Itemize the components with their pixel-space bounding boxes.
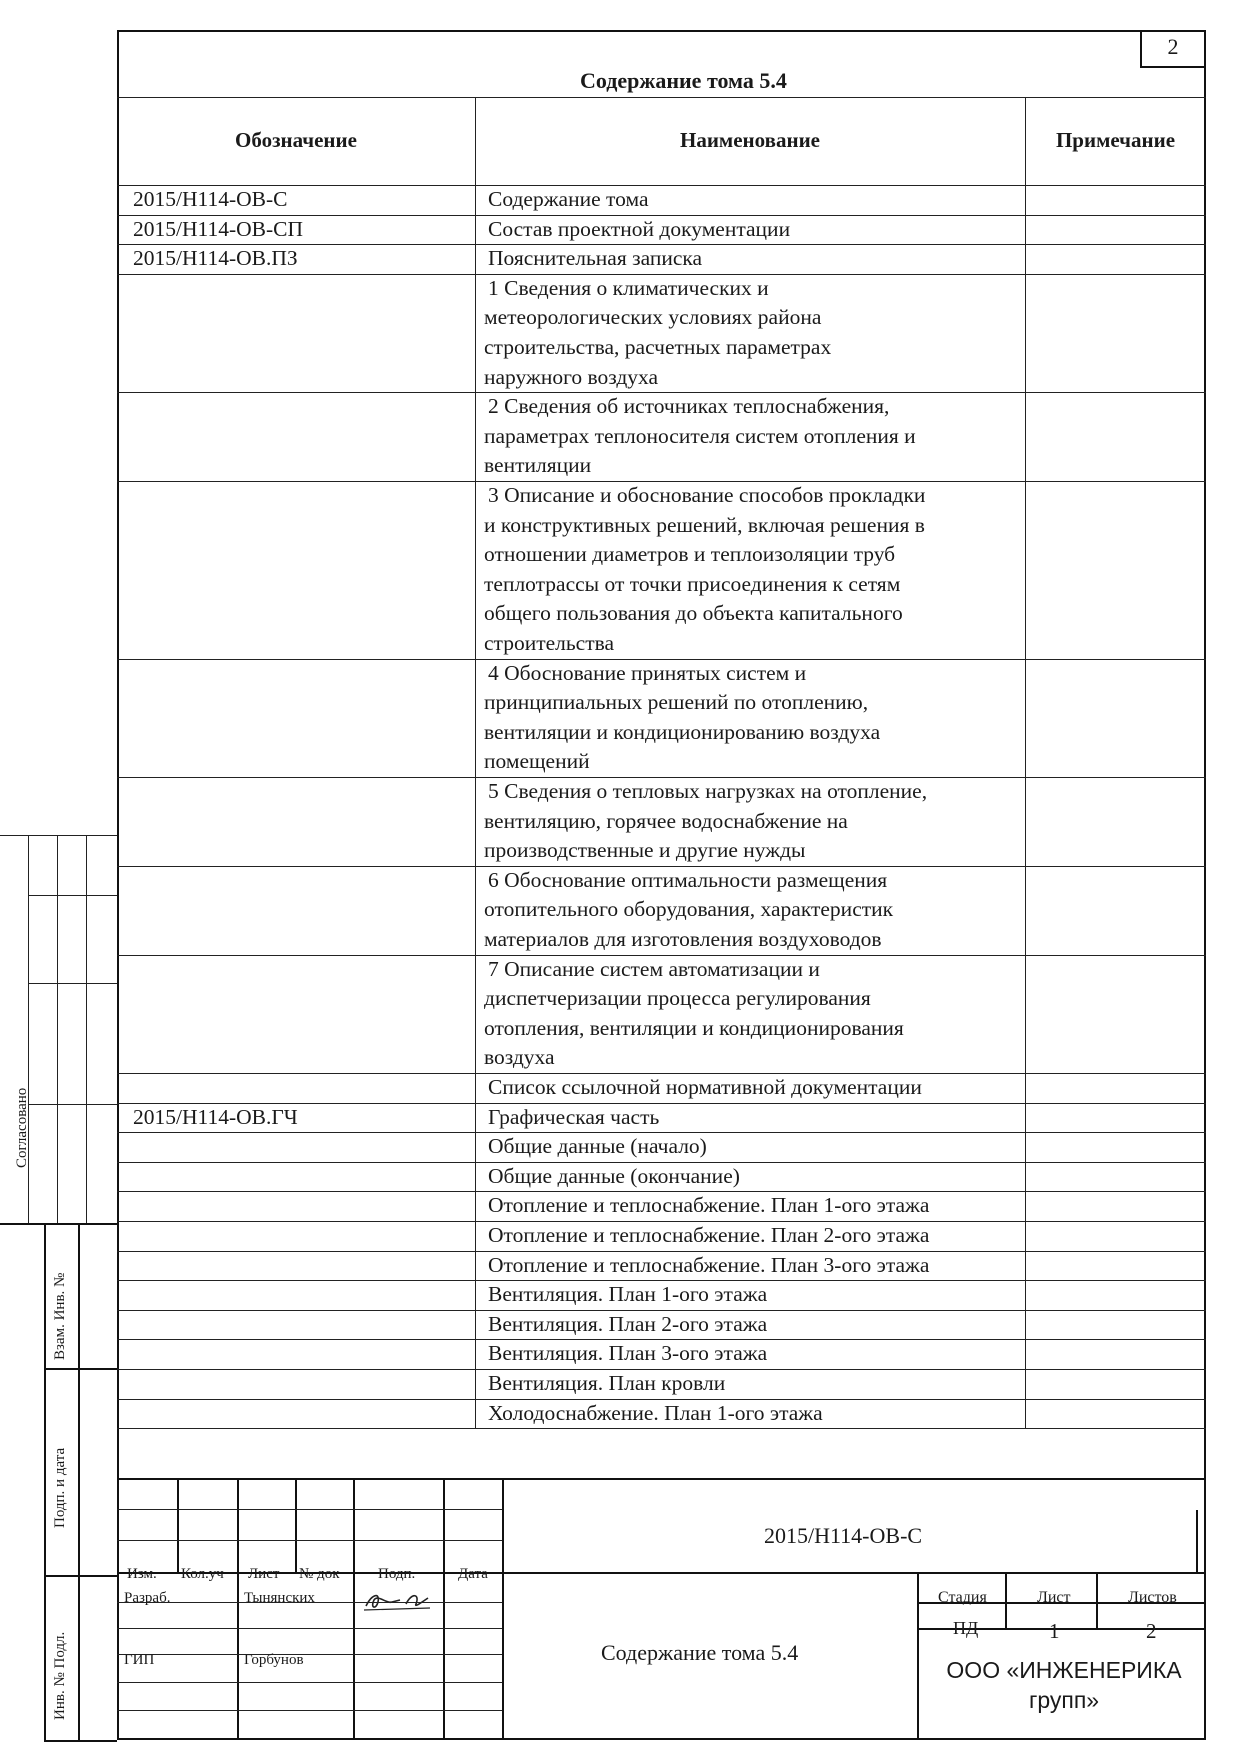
side-hline [28,895,117,896]
stamp-row-line [117,1628,502,1629]
header-name: Наименование [680,128,820,152]
row-name-line: 4 Обоснование принятых систем и [488,660,807,685]
stamp-col-izm: Изм. [127,1566,157,1582]
side-hline [44,1740,117,1742]
row-name-line: Графическая часть [488,1104,660,1129]
row-designation: 2015/Н114-ОВ-С [133,187,288,211]
stamp-vline [1196,1510,1198,1572]
stamp-col-podp: Подп. [378,1566,416,1582]
row-name-line: диспетчеризации процесса регулирования [484,986,871,1011]
stamp-code: 2015/Н114-ОВ-С [764,1523,923,1548]
stamp-col-list: Лист [248,1566,280,1582]
stamp-mid-line [117,1572,1206,1574]
row-name-line: Список ссылочной нормативной документации [488,1075,922,1099]
row-name-line: вентиляции [484,453,592,478]
header-note: Примечание [1055,128,1176,152]
header-designation: Обозначение [235,128,357,152]
row-name-line: Отопление и теплоснабжение. План 2-ого этажа [488,1223,930,1247]
row-name-line: строительства, расчетных параметрах [484,335,832,359]
stamp-row-line [117,1682,502,1683]
company-line-1: ООО «ИНЖЕНЕРИКА [946,1657,1182,1683]
stamp-vline [917,1572,919,1740]
row-name-line: воздуха [484,1045,555,1070]
row-name-line: метеорологических условиях района [484,305,822,330]
row-name-line: 7 Описание систем автоматизации и [488,956,820,981]
stamp-col-line [295,1478,297,1572]
stamp-row-line [117,1654,502,1655]
row-name-line: производственные и другие нужды [484,838,806,863]
page-number: 2 [1167,34,1179,59]
side-inner-border [78,1223,80,1740]
side-label-replace-inv: Взам. Инв. № [52,1272,68,1360]
stamp-row-line [117,1540,502,1541]
row-name-line: Холодоснабжение. План 1-ого этажа [488,1400,823,1425]
row-name-line: 5 Сведения о тепловых нагрузках на отопление, [488,779,928,803]
row-name-line: 2 Сведения об источниках теплоснабжения, [488,394,890,419]
company-line-2: групп» [1028,1687,1100,1713]
column-divider [1025,97,1026,1428]
row-name-line: Отопление и теплоснабжение. План 3-ого этажа [488,1252,930,1277]
side-hline [28,983,117,984]
row-name-line: Отопление и теплоснабжение. План 1-ого этажа [488,1193,930,1218]
gip-name: Горбунов [244,1652,304,1668]
stamp-col-ndoc: № док [299,1566,340,1582]
row-name-line: общего пользования до объекта капитального [484,601,903,626]
stamp-row-line [117,1710,502,1711]
stamp-col-line [353,1478,355,1572]
stamp-right-col [1005,1572,1007,1628]
stamp-col-line [353,1572,355,1740]
row-designation: 2015/Н114-ОВ.ПЗ [133,246,298,271]
row-name-line: Вентиляция. План 2-ого этажа [488,1311,768,1336]
developer-name: Тынянских [244,1590,315,1606]
header-top-line [117,97,1206,98]
stamp-vline [502,1478,504,1740]
row-name-line: материалов для изготовления воздуховодов [484,927,882,951]
row-name-line: Общие данные (окончание) [488,1163,740,1188]
row-name-line: строительства [484,631,615,655]
row-name-line: Вентиляция. План 1-ого этажа [488,1282,768,1307]
row-name-line: Состав проектной документации [488,216,791,241]
row-name-line: помещений [484,749,590,774]
row-name-line: принципиальных решений по отоплению, [484,690,869,715]
row-name-line: Вентиляция. План 3-ого этажа [488,1341,768,1366]
side-vline [86,835,87,1223]
row-name-line: параметрах теплоносителя систем отопления и [484,423,916,448]
row-name-line: Содержание тома [488,187,649,211]
side-vline [57,835,58,1223]
row-name-line: отопления, вентиляции и кондиционирования [484,1015,904,1040]
sheets-label: Листов [1128,1589,1177,1606]
row-name-line: наружного воздуха [484,364,659,389]
row-name-line: отопительного оборудования, характеристик [484,897,894,922]
row-name-line: отношении диаметров и теплоизоляции труб [484,542,896,567]
row-name-line: теплотрассы от точки присоединения к сетям [484,571,901,596]
row-name-line: Пояснительная записка [488,246,703,271]
stamp-col-line [237,1478,239,1572]
side-hline [28,1104,117,1105]
stamp-row-line [117,1509,502,1510]
column-divider [475,97,476,1428]
side-hline [44,1575,117,1577]
stamp-col-line [177,1478,179,1572]
row-name-line: 1 Сведения о климатических и [488,275,769,300]
side-inner-border [44,1223,46,1740]
row-name-line: 6 Обоснование оптимальности размещения [488,867,888,892]
stage-label: Стадия [938,1589,987,1606]
side-hline [44,1368,117,1370]
row-name-line: 3 Описание и обоснование способов прокладки [488,483,926,507]
sheet-value: 1 [1049,1619,1060,1643]
gip-label: ГИП [124,1652,155,1668]
page-title: Содержание тома 5.4 [580,68,787,93]
stamp-col-line [443,1478,445,1572]
row-name-line: и конструктивных решений, включая решения в [484,512,925,537]
side-label-agreed: Согласовано [14,1087,30,1168]
stamp-right-col [1096,1572,1098,1628]
side-top-line [0,835,117,836]
stamp-col-line [443,1572,445,1740]
stamp-col-kol: Кол.уч [181,1566,224,1582]
document-title: Содержание тома 5.4 [601,1640,799,1665]
row-divider [117,1428,1206,1429]
stamp-col-date: Дата [458,1566,488,1582]
stamp-top-line [117,1478,1206,1480]
row-designation: 2015/Н114-ОВ.ГЧ [133,1104,298,1129]
row-designation: 2015/Н114-ОВ-СП [133,216,304,241]
stage-value: ПД [953,1618,979,1638]
row-name-line: Общие данные (начало) [488,1134,707,1159]
row-name-line: вентиляцию, горячее водоснабжение на [484,808,848,833]
sheet-label: Лист [1037,1589,1071,1606]
row-name-line: вентиляции и кондиционированию воздуха [484,719,881,744]
stamp-col-line [237,1572,239,1740]
side-agreed-bottom [0,1223,117,1225]
side-label-sign-date: Подп. и дата [52,1447,68,1528]
developer-label: Разраб. [124,1590,171,1606]
sheets-value: 2 [1146,1619,1157,1643]
developer-signature [360,1586,440,1616]
side-label-inv-orig: Инв. № Подл. [52,1631,68,1720]
row-name-line: Вентиляция. План кровли [488,1371,726,1395]
